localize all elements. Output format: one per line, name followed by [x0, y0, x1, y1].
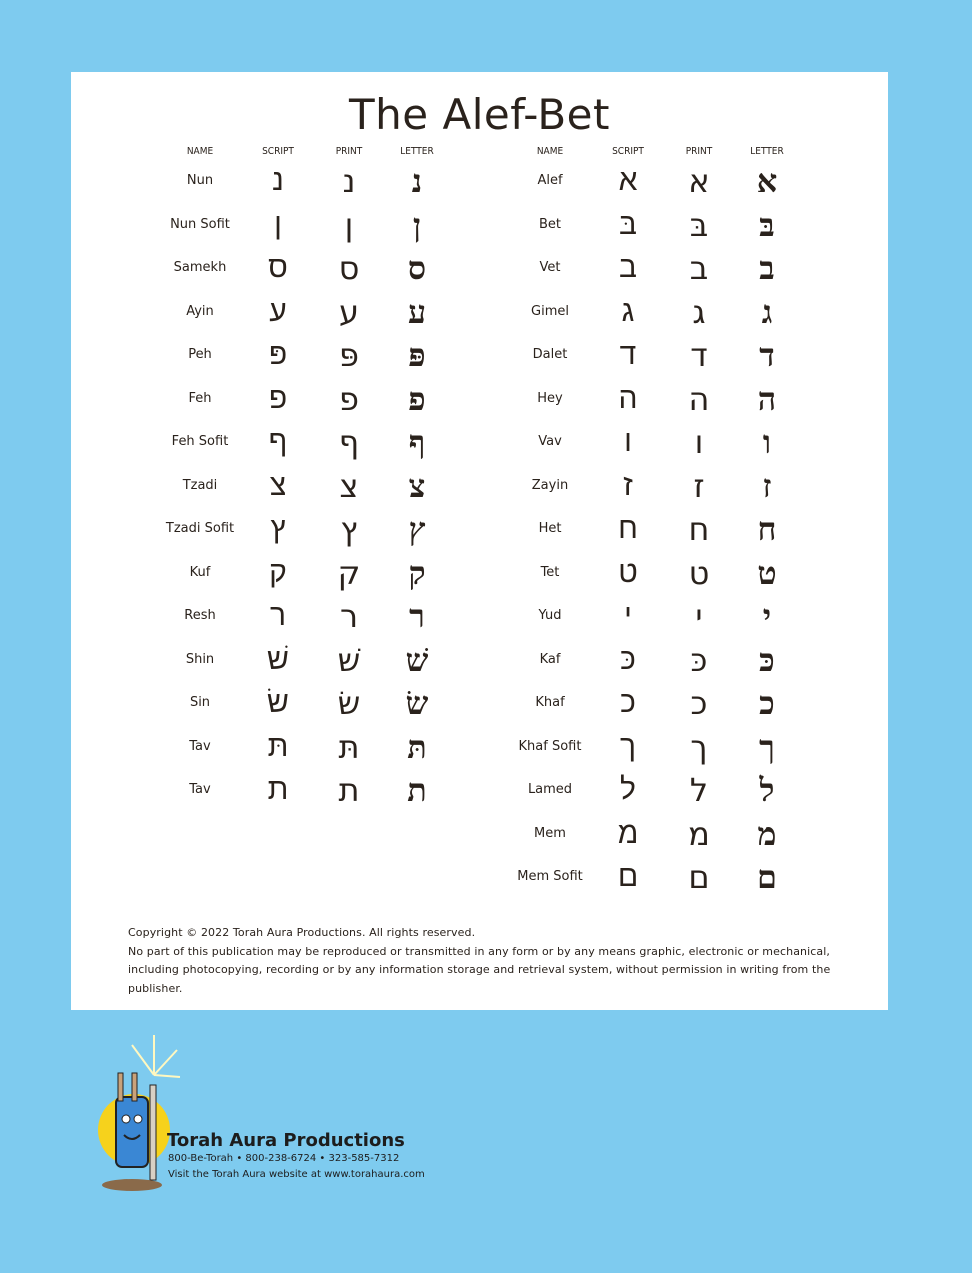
brand-name: Torah Aura Productions	[167, 1130, 405, 1151]
letter-script: פּ	[268, 337, 288, 372]
letter-letter: ו	[762, 423, 772, 461]
column-header-print: PRINT	[335, 146, 363, 157]
letter-name: Feh Sofit	[171, 434, 229, 449]
letter-letter: ף	[408, 423, 426, 461]
letter-name: Tet	[540, 564, 560, 580]
letter-letter: א	[756, 162, 778, 200]
letter-name: Tav	[189, 782, 211, 797]
letter-name: Vav	[538, 434, 562, 449]
letter-letter: ץ	[408, 510, 426, 548]
letter-row	[153, 683, 473, 723]
letter-name: Samekh	[173, 260, 227, 275]
letter-script: ם	[617, 859, 639, 894]
letter-print: ז	[693, 466, 705, 505]
letter-row	[503, 466, 823, 506]
letter-script: ב	[619, 250, 637, 285]
letter-print: ג	[692, 292, 706, 331]
letter-row	[503, 770, 823, 810]
letter-script: ס	[268, 250, 288, 285]
letter-script: ד	[619, 337, 637, 372]
letter-print: פּ	[339, 336, 359, 374]
letter-script: כּ	[620, 641, 636, 677]
column-header-name: NAME	[536, 146, 564, 157]
letter-letter: פּ	[408, 336, 426, 374]
letter-name: Peh	[188, 347, 212, 362]
letter-name: Kuf	[189, 564, 211, 580]
torah-scroll-mascot-icon	[92, 1015, 182, 1195]
letter-letter: ן	[412, 205, 422, 244]
letter-letter: שׂ	[405, 684, 429, 722]
letter-name: Shin	[185, 651, 215, 667]
letter-script: ן	[274, 206, 282, 242]
rights-statement: No part of this publication may be reproduced or transmitted in any form or by any means graphic, electronic or mechanical, including photocopying, recording or by any information storage and retrieval system, without permission in writing from the publisher.	[128, 944, 831, 995]
letter-print: ח	[688, 510, 710, 548]
letter-script: כ	[620, 685, 636, 720]
letter-script: שׂ	[267, 685, 289, 720]
letter-print: כּ	[690, 640, 708, 679]
letter-name: Alef	[537, 173, 563, 188]
letter-script: א	[618, 163, 638, 198]
letter-name: Yud	[538, 608, 562, 623]
letter-script: בּ	[619, 206, 637, 242]
alef-bet-sheet	[71, 72, 888, 1010]
letter-script: ך	[619, 728, 637, 764]
letter-letter: ע	[407, 292, 427, 331]
letter-name: Tzadi Sofit	[165, 521, 235, 536]
page-title: The Alef-Bet	[349, 90, 610, 139]
letter-name: Vet	[539, 260, 561, 275]
letter-print: ם	[688, 858, 710, 896]
letter-script: תּ	[267, 728, 289, 764]
letter-print: ד	[690, 336, 708, 374]
letter-row	[503, 422, 823, 462]
letter-letter: נ	[411, 162, 423, 200]
letter-print: ץ	[340, 510, 358, 548]
letter-letter: ד	[759, 336, 775, 374]
letter-print: ט	[688, 553, 710, 592]
letter-letter: ת	[407, 771, 427, 809]
letter-name: Zayin	[531, 477, 569, 493]
letter-script: שׁ	[267, 641, 289, 677]
letter-name: Khaf Sofit	[518, 738, 582, 754]
letter-letter: ם	[757, 858, 777, 896]
letter-letter: מ	[757, 814, 777, 853]
letter-letter: ב	[759, 249, 775, 287]
letter-print: פ	[339, 379, 359, 418]
letter-print: י	[695, 597, 703, 635]
letter-print: ה	[688, 379, 710, 418]
letter-row	[153, 379, 473, 419]
letter-script: ף	[268, 424, 288, 459]
letter-print: שׁ	[337, 640, 361, 679]
letter-letter: ך	[759, 727, 775, 766]
letter-print: צ	[339, 466, 359, 505]
letter-row	[503, 292, 823, 332]
letter-row	[503, 509, 823, 549]
letter-letter: ר	[409, 597, 425, 635]
letter-print: בּ	[689, 205, 709, 244]
letter-row	[153, 335, 473, 375]
letter-row	[503, 553, 823, 593]
letter-row	[503, 727, 823, 767]
letter-row	[503, 596, 823, 636]
letter-script: ה	[618, 380, 638, 416]
letter-name: Nun	[186, 173, 214, 188]
letter-row	[153, 553, 473, 593]
letter-letter: פ	[408, 379, 426, 418]
copyright-line: Copyright © 2022 Torah Aura Productions. All rights reserved.	[128, 926, 476, 939]
letter-print: מ	[688, 814, 710, 853]
letter-letter: שׁ	[405, 640, 429, 679]
letter-row	[153, 770, 473, 810]
letter-script: ק	[269, 554, 287, 590]
letter-script: צ	[269, 467, 287, 503]
letter-name: Khaf	[535, 695, 565, 710]
column-header-script: SCRIPT	[262, 146, 294, 157]
letter-row	[503, 683, 823, 723]
letter-script: ט	[618, 554, 638, 590]
letter-print: ף	[338, 423, 360, 461]
letter-script: נ	[272, 163, 284, 198]
letter-script: ו	[624, 424, 632, 459]
letter-letter: ט	[757, 553, 777, 592]
letter-script: ח	[618, 511, 638, 546]
letter-row	[503, 161, 823, 201]
letter-print: תּ	[338, 727, 360, 766]
letter-letter: ה	[757, 379, 777, 418]
letter-name: Hey	[537, 390, 563, 406]
letter-letter: כ	[759, 684, 775, 722]
letter-print: שׂ	[337, 684, 361, 722]
letter-letter: ג	[761, 292, 773, 331]
letter-print: ע	[338, 292, 360, 331]
copyright-notice	[128, 924, 848, 998]
column-header-name: NAME	[186, 146, 214, 157]
letter-script: ל	[620, 772, 636, 807]
letter-row	[153, 466, 473, 506]
letter-script: ז	[623, 467, 633, 503]
letter-row	[503, 379, 823, 419]
letter-script: ר	[269, 598, 287, 633]
letter-script: ג	[621, 293, 635, 329]
letter-name: Mem Sofit	[517, 869, 583, 884]
letter-row	[153, 727, 473, 767]
letter-name: Mem	[534, 825, 566, 841]
letter-name: Feh	[188, 390, 212, 406]
letter-print: ת	[338, 771, 360, 809]
letter-name: Gimel	[531, 303, 569, 319]
letter-print: א	[688, 162, 710, 200]
letter-script: פ	[268, 380, 288, 416]
letter-row	[153, 422, 473, 462]
letter-print: כ	[690, 684, 708, 722]
letter-name: Het	[538, 521, 562, 536]
letter-letter: ח	[757, 510, 777, 548]
letter-print: ל	[689, 771, 709, 809]
letter-letter: י	[762, 597, 772, 635]
letter-name: Nun Sofit	[170, 216, 230, 232]
letter-print: נ	[342, 162, 356, 200]
column-header-letter: LETTER	[400, 146, 434, 157]
column-header-print: PRINT	[685, 146, 713, 157]
letter-letter: צ	[408, 466, 426, 505]
letter-row	[503, 205, 823, 245]
letter-script: י	[624, 598, 632, 633]
letter-print: ק	[337, 553, 361, 592]
letter-letter: כּ	[759, 640, 775, 679]
letter-row	[153, 640, 473, 680]
column-header-letter: LETTER	[750, 146, 784, 157]
letter-script: ת	[267, 772, 289, 807]
letter-name: Dalet	[532, 347, 568, 362]
letter-name: Lamed	[527, 782, 573, 797]
letter-letter: בּ	[759, 205, 775, 244]
letter-row	[503, 814, 823, 854]
letter-letter: ל	[759, 771, 775, 809]
brand-website: Visit the Torah Aura website at www.torahaura.com	[168, 1169, 425, 1180]
letter-row	[503, 857, 823, 897]
letter-name: Sin	[189, 695, 211, 710]
letter-print: ר	[339, 597, 359, 635]
letter-row	[153, 248, 473, 288]
letter-row	[503, 640, 823, 680]
letter-name: Bet	[538, 216, 561, 232]
letter-print: ך	[690, 727, 708, 766]
letter-name: Tzadi	[182, 477, 218, 493]
letter-row	[153, 292, 473, 332]
letter-print: ן	[344, 205, 354, 244]
letter-print: ס	[338, 249, 360, 287]
letter-script: מ	[617, 815, 639, 851]
letter-letter: ס	[407, 249, 427, 287]
letter-name: Ayin	[186, 303, 214, 319]
letter-print: ב	[689, 249, 709, 287]
letter-script: ץ	[270, 511, 286, 546]
column-header-script: SCRIPT	[612, 146, 644, 157]
letter-letter: תּ	[407, 727, 427, 766]
letter-name: Tav	[189, 738, 211, 754]
letter-name: Kaf	[539, 651, 561, 667]
letter-script: ע	[269, 293, 287, 329]
letter-letter: ק	[408, 553, 426, 592]
letter-row	[503, 248, 823, 288]
letter-row	[153, 161, 473, 201]
letter-row	[503, 335, 823, 375]
letter-letter: ז	[762, 466, 772, 505]
letter-name: Resh	[184, 608, 216, 623]
letter-row	[153, 596, 473, 636]
letter-print: ו	[694, 423, 704, 461]
letter-row	[153, 205, 473, 245]
letter-row	[153, 509, 473, 549]
brand-phone-numbers: 800-Be-Torah • 800-238-6724 • 323-585-7312	[168, 1153, 400, 1164]
